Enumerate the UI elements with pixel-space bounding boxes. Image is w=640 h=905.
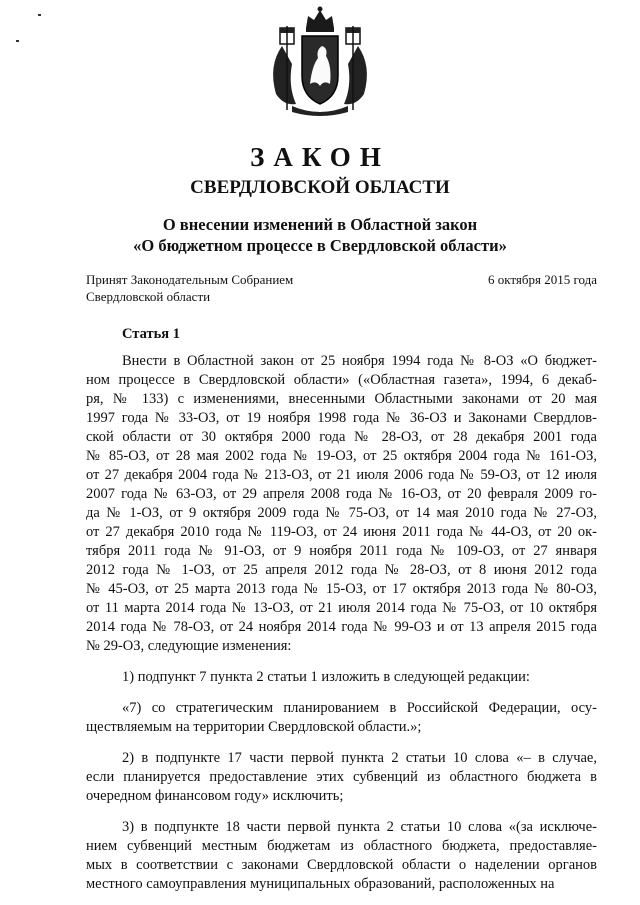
paragraph-line: тября 2011 года № 91-ОЗ, от 9 ноября 2011 года № 109-ОЗ, от 27 января	[86, 543, 597, 559]
paragraph-line: если планируется предоставление этих субвенций из областного бюджета в	[86, 769, 597, 785]
paragraph-line: № 85-ОЗ, от 28 мая 2002 года № 19-ОЗ, от 25 октября 2004 года № 161-ОЗ,	[86, 448, 597, 464]
subtitle-line: «О бюджетном процессе в Свердловской области»	[133, 236, 507, 255]
paragraph-line: 2) в подпункте 17 части первой пункта 2 статьи 10 слова «– в случае,	[122, 750, 597, 766]
paragraph-line: 2014 года № 78-ОЗ, от 24 ноября 2014 года № 99-ОЗ и от 13 апреля 2015 года	[86, 619, 597, 635]
adoption-line: Принят Законодательным Собранием	[86, 272, 294, 287]
scan-artifact	[16, 40, 19, 42]
paragraph-line: ря, № 133) с изменениями, внесенными Областными законами от 20 мая	[86, 391, 597, 407]
paragraph-line: Внести в Областной закон от 25 ноября 1994 года № 8-ОЗ «О бюджет-	[122, 353, 597, 369]
document-title: ЗАКОН	[250, 142, 390, 172]
coat-of-arms-emblem	[262, 6, 378, 118]
article-heading: Статья 1	[122, 326, 180, 342]
paragraph-line: мых в соответствии с законами Свердловской области о наделении органов	[86, 857, 597, 873]
paragraph	[86, 352, 597, 656]
paragraph-line: «7) со стратегическим планированием в Российской Федерации, осу-	[122, 700, 597, 716]
paragraph-gap	[86, 806, 597, 818]
adoption-date: 6 октября 2015 года	[488, 272, 597, 287]
paragraph-line: 3) в подпункте 18 части первой пункта 2 статьи 10 слова «(за исключе-	[122, 819, 597, 835]
paragraph-line: местного самоуправления муниципальных образований, расположенных на	[86, 876, 555, 892]
paragraph	[86, 818, 597, 894]
paragraph-line: 2007 года № 63-ОЗ, от 29 апреля 2008 года № 16-ОЗ, от 20 февраля 2009 го-	[86, 486, 597, 502]
paragraph-line: ществляемым на территории Свердловской области.»;	[86, 719, 422, 735]
paragraph-line: от 27 декабря 2004 года № 213-ОЗ, от 21 июля 2006 года № 59-ОЗ, от 12 июля	[86, 467, 597, 483]
paragraph-line: нием субвенций местным бюджетам из областного бюджета, предоставляе-	[86, 838, 597, 854]
paragraph-line: от 11 марта 2014 года № 13-ОЗ, от 21 июля 2014 года № 75-ОЗ, от 10 октября	[86, 600, 597, 616]
paragraph-line: ном процессе в Свердловской области» («Областная газета», 1994, 6 декаб-	[86, 372, 597, 388]
document-subtitle	[0, 214, 640, 256]
paragraph-line: № 45-ОЗ, от 25 марта 2013 года № 15-ОЗ, от 17 октября 2013 года № 80-ОЗ,	[86, 581, 597, 597]
paragraph-gap	[86, 687, 597, 699]
paragraph-line: 1997 года № 33-ОЗ, от 19 ноября 1998 года № 36-ОЗ и Законами Свердлов-	[86, 410, 597, 426]
paragraph-line: да № 1-ОЗ, от 9 октября 2009 года № 75-ОЗ, от 14 мая 2010 года № 27-ОЗ,	[86, 505, 597, 521]
paragraph	[86, 668, 597, 687]
document-body	[86, 352, 597, 894]
subtitle-line: О внесении изменений в Областной закон	[162, 215, 478, 234]
paragraph	[86, 749, 597, 806]
paragraph-line: 2012 года № 1-ОЗ, от 25 апреля 2012 года № 28-ОЗ, от 8 июня 2012 года	[86, 562, 597, 578]
scan-artifact	[38, 14, 41, 16]
paragraph-gap	[86, 737, 597, 749]
paragraph-line: 1) подпункт 7 пункта 2 статьи 1 изложить в следующей редакции:	[122, 669, 530, 685]
paragraph-line: от 27 декабря 2010 года № 119-ОЗ, от 24 июня 2011 года № 44-ОЗ, от 20 ок-	[86, 524, 597, 540]
adoption-line: Свердловской области	[86, 289, 211, 304]
paragraph-gap	[86, 656, 597, 668]
paragraph	[86, 699, 597, 737]
document-region: СВЕРДЛОВСКОЙ ОБЛАСТИ	[190, 177, 450, 198]
adoption-info	[86, 271, 293, 305]
paragraph-line: очередном финансовом году» исключить;	[86, 788, 344, 804]
paragraph-line: ской области от 30 октября 2000 года № 28-ОЗ, от 28 декабря 2001 года	[86, 429, 597, 445]
paragraph-line: № 29-ОЗ, следующие изменения:	[86, 638, 292, 654]
